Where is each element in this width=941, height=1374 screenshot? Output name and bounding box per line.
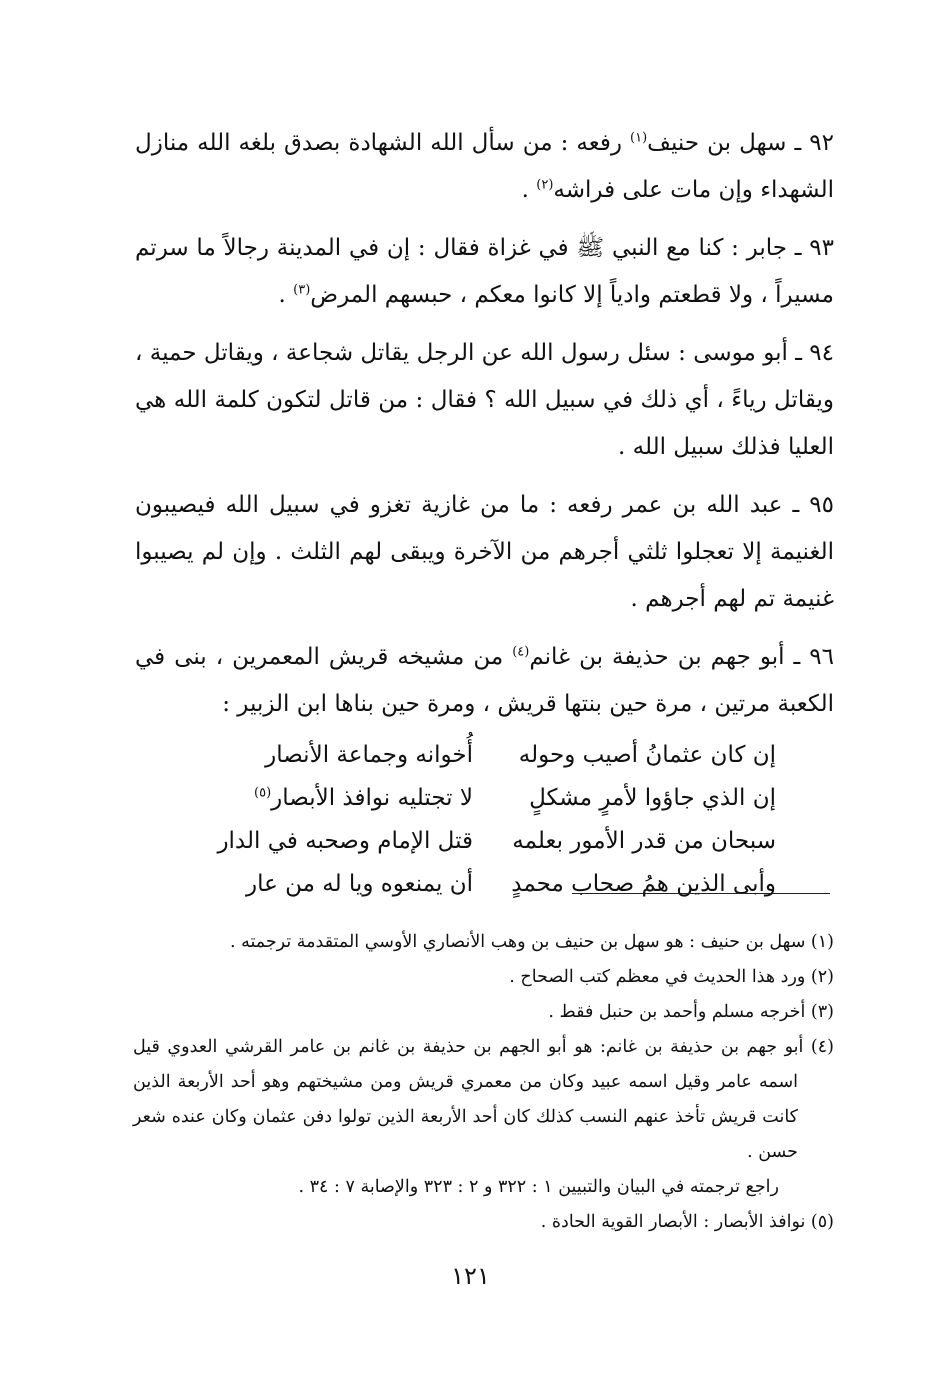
page-number: ١٢١ xyxy=(451,1262,490,1290)
paragraph-text: رفعه : من سأل الله الشهادة بصدق بلغه الله منازل الشهداء وإن مات على فراشه xyxy=(135,130,834,203)
paragraph-text: ـ أبو جهم بن حذيفة بن غانم xyxy=(529,644,810,670)
paragraph-text: ـ أبو موسى : سئل رسول الله عن الرجل يقاتل شجاعة ، ويقاتل حمية ، ويقاتل رياءً ، أي ذلك في سبيل الله ؟ فقال : من قاتل لتكون كلمة الله هي العليا فذلك سبيل الله . xyxy=(135,340,834,460)
paragraph-96 xyxy=(135,634,834,728)
entry-number: ٩٦ xyxy=(809,644,834,670)
entry-number: ٩٣ xyxy=(809,235,834,261)
footnote-4: (٤) أبو جهم بن حذيفة بن غانم: هو أبو الجهم بن حذيفة بن غانم بن عامر القرشي العدوي قيل اسمه عامر وقيل اسمه عبيد وكان من معمري قريش ومن مشيختهم وهو أحد الأربعة الذين كانت قريش تأخذ عنهم النسب كذلك كان أحد الأربعة الذين تولوا دفن عثمان وكان عنده شعر حسن . xyxy=(133,1037,834,1162)
footnote-marker: (٤) xyxy=(512,644,530,660)
paragraph-text: ـ سهل بن حنيف xyxy=(647,130,810,156)
footnote-marker: (٣) xyxy=(293,282,311,298)
footnote-1: (١) سهل بن حنيف : هو سهل بن حنيف بن وهب الأنصاري الأوسي المتقدمة ترجمته . xyxy=(229,932,834,952)
poem xyxy=(135,734,834,906)
verse-first-hemistich: إن الذي جاؤوا لأمرٍ مشكلٍ xyxy=(529,785,776,811)
verse-first-hemistich: وأبى الذين همُ صحاب محمدٍ xyxy=(511,871,776,897)
paragraph-93 xyxy=(135,225,834,319)
verse-first-hemistich: إن كان عثمانُ أصيب وحوله xyxy=(518,742,776,768)
entry-number: ٩٥ xyxy=(809,492,834,518)
footnote-marker: (٢) xyxy=(536,177,554,193)
verse-second-hemistich: أُخوانه وجماعة الأنصار xyxy=(265,742,473,768)
footnote-5: (٥) نوافذ الأبصار : الأبصار القوية الحادة . xyxy=(540,1212,834,1232)
verse-first-hemistich: سبحان من قدر الأمور بعلمه xyxy=(512,828,776,854)
poem-verse xyxy=(183,777,776,820)
verse-second-hemistich: لا تجتليه نوافذ الأبصار$^{(٥)}$ xyxy=(254,785,473,811)
poem-verse xyxy=(183,863,776,906)
paragraph-text: من مشيخه قريش المعمرين ، بنى في الكعبة مرتين ، مرة حين بنتها قريش ، ومرة حين بناها ابن الزبير : xyxy=(135,644,834,717)
entry-number: ٩٢ xyxy=(809,130,834,156)
paragraph-92 xyxy=(135,120,834,214)
paragraph-text: ـ جابر : كنا مع النبي ﷺ في غزاة فقال : إن في المدينة رجالاً ما سرتم مسيراً ، ولا قطعتم وادياً إلا كانوا معكم ، حبسهم المرض xyxy=(135,235,834,308)
footnote-separator xyxy=(572,893,830,894)
paragraph-95 xyxy=(135,482,834,623)
footnote-marker: (١) xyxy=(630,130,648,146)
footnotes xyxy=(133,925,834,1240)
main-text xyxy=(135,120,834,906)
verse-second-hemistich: أن يمنعوه ويا له من عار xyxy=(245,871,473,897)
entry-number: ٩٤ xyxy=(809,340,834,366)
verse-second-hemistich: قتل الإمام وصحبه في الدار xyxy=(217,828,473,854)
footnote-3: (٣) أخرجه مسلم وأحمد بن حنبل فقط . xyxy=(548,1002,834,1022)
footnote-marker: (٥) xyxy=(254,785,272,801)
poem-verse xyxy=(183,734,776,777)
paragraph-94 xyxy=(135,330,834,471)
footnote-2: (٢) ورد هذا الحديث في معظم كتب الصحاح . xyxy=(509,967,834,987)
poem-verse xyxy=(183,820,776,863)
paragraph-text: . xyxy=(278,282,294,308)
paragraph-text: . xyxy=(521,177,537,203)
footnote-4-reference: راجع ترجمته في البيان والتبيين ١ : ٣٢٢ و ٢ : ٣٢٣ والإصابة ٧ : ٣٤ . xyxy=(298,1177,779,1197)
paragraph-text: ـ عبد الله بن عمر رفعه : ما من غازية تغزو في سبيل الله فيصيبون الغنيمة إلا تعجلوا ثلثي أجرهم من الآخرة ويبقى لهم الثلث . وإن لم يصيبوا غنيمة تم لهم أجرهم . xyxy=(135,492,834,612)
